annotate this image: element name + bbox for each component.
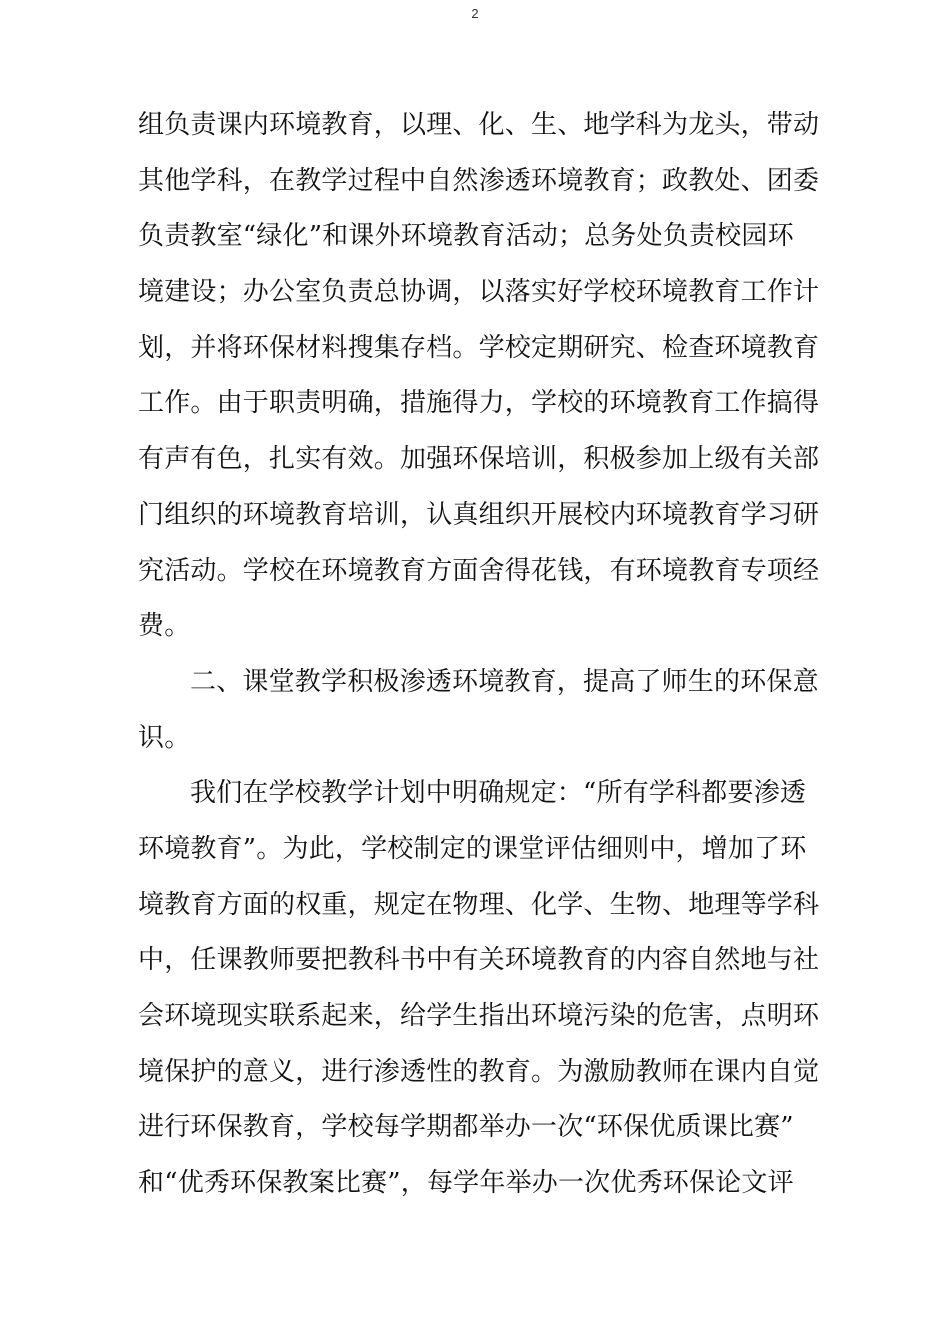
text-line: 划，并将环保材料搜集存档。学校定期研究、检查环境教育 bbox=[138, 332, 820, 363]
text-line: 我们在学校教学计划中明确规定：“所有学科都要渗透 bbox=[190, 778, 807, 809]
text-line: 究活动。学校在环境教育方面舍得花钱，有环境教育专项经 bbox=[138, 555, 820, 586]
text-line: 识。 bbox=[138, 722, 191, 753]
text-line: 费。 bbox=[138, 611, 191, 642]
text-line: 中，任课教师要把教科书中有关环境教育的内容自然地与社 bbox=[138, 945, 820, 976]
text-line: 进行环保教育，学校每学期都举办一次“环保优质课比赛” bbox=[138, 1112, 794, 1143]
text-line: 和“优秀环保教案比赛”，每学年举办一次优秀环保论文评 bbox=[138, 1168, 794, 1199]
text-line: 其他学科，在教学过程中自然渗透环境教育；政教处、团委 bbox=[138, 165, 820, 196]
text-line: 负责教室“绿化”和课外环境教育活动；总务处负责校园环 bbox=[138, 221, 794, 252]
text-line: 境建设；办公室负责总协调，以落实好学校环境教育工作计 bbox=[138, 277, 820, 308]
text-line: 境教育方面的权重，规定在物理、化学、生物、地理等学科 bbox=[138, 889, 820, 920]
text-line: 门组织的环境教育培训，认真组织开展校内环境教育学习研 bbox=[138, 499, 820, 530]
text-line: 二、课堂教学积极渗透环境教育，提高了师生的环保意 bbox=[190, 666, 819, 697]
text-line: 环境教育”。为此，学校制定的课堂评估细则中，增加了环 bbox=[138, 833, 807, 864]
document-body bbox=[138, 98, 828, 1212]
text-line: 组负责课内环境教育，以理、化、生、地学科为龙头，带动 bbox=[138, 110, 820, 140]
page-number: 2 bbox=[471, 6, 479, 21]
text-line: 有声有色，扎实有效。加强环保培训，积极参加上级有关部 bbox=[138, 444, 820, 475]
text-line: 会环境现实联系起来，给学生指出环境污染的危害，点明环 bbox=[138, 1001, 820, 1031]
text-line: 境保护的意义，进行渗透性的教育。为激励教师在课内自觉 bbox=[138, 1056, 820, 1087]
text-line: 工作。由于职责明确，措施得力，学校的环境教育工作搞得 bbox=[138, 388, 820, 419]
